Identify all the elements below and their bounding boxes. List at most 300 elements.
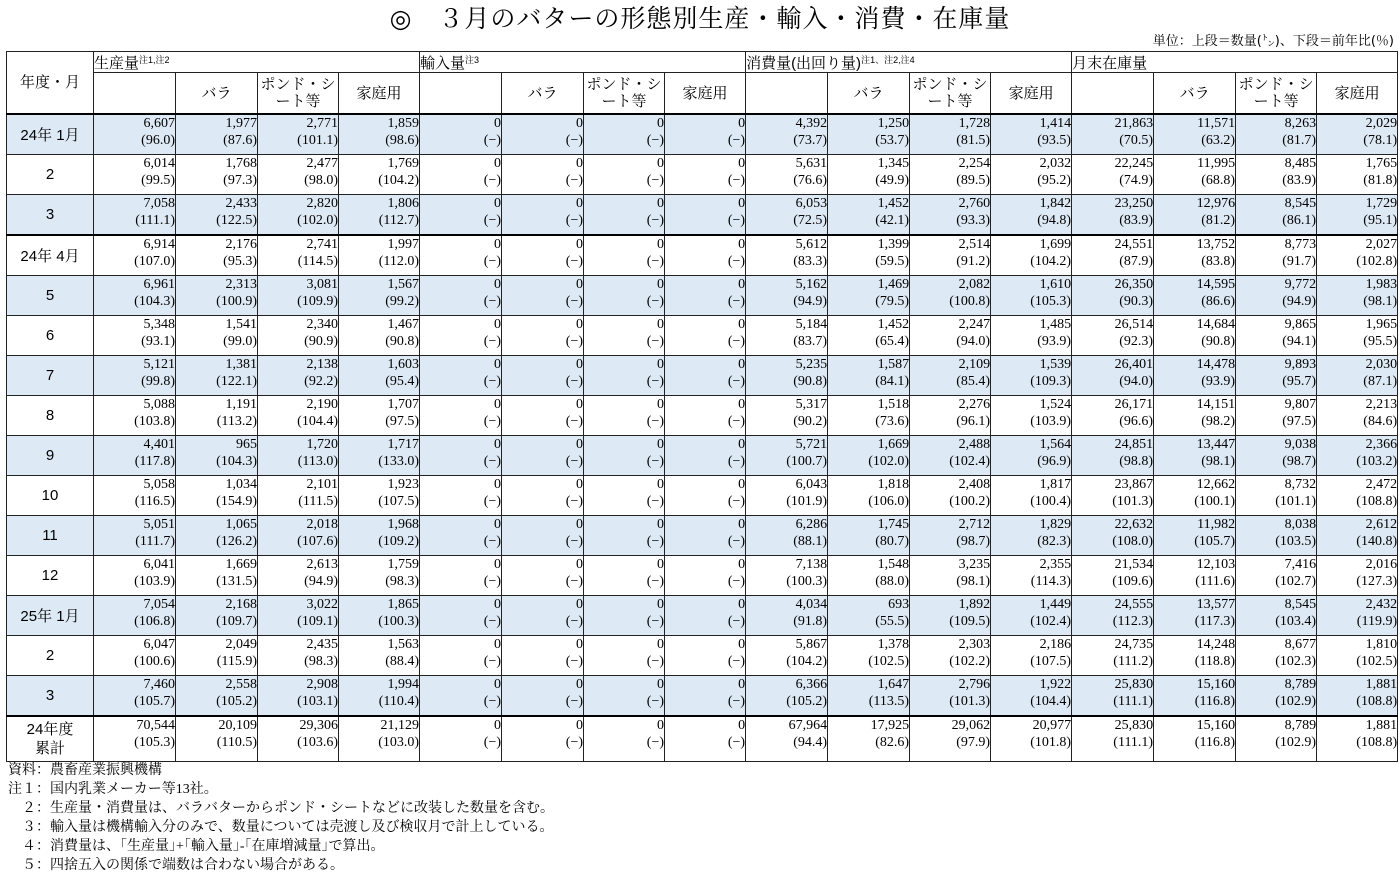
data-cell: 0 (−) bbox=[584, 195, 665, 236]
table-row bbox=[7, 636, 1398, 676]
row-label: 2 bbox=[7, 155, 94, 195]
data-cell: 0 (−) bbox=[584, 676, 665, 717]
data-cell: 26,350 (90.3) bbox=[1072, 276, 1154, 316]
table-row bbox=[7, 556, 1398, 596]
table-row bbox=[7, 316, 1398, 356]
data-cell: 1,518 (73.6) bbox=[828, 396, 910, 436]
table-row bbox=[7, 476, 1398, 516]
data-cell: 8,677 (102.3) bbox=[1236, 636, 1317, 676]
data-cell: 20,977 (101.8) bbox=[991, 716, 1072, 762]
data-cell: 2,741 (114.5) bbox=[258, 235, 339, 276]
row-label: 6 bbox=[7, 316, 94, 356]
data-cell: 2,435 (98.3) bbox=[258, 636, 339, 676]
data-cell: 21,863 (70.5) bbox=[1072, 114, 1154, 155]
data-cell: 1,865 (100.3) bbox=[339, 596, 420, 636]
data-cell: 2,340 (90.9) bbox=[258, 316, 339, 356]
data-cell: 0 (−) bbox=[584, 556, 665, 596]
data-cell: 0 (−) bbox=[584, 114, 665, 155]
data-cell: 1,452 (42.1) bbox=[828, 195, 910, 236]
data-cell: 8,263 (81.7) bbox=[1236, 114, 1317, 155]
data-cell: 1,250 (53.7) bbox=[828, 114, 910, 155]
data-cell: 25,830 (111.1) bbox=[1072, 676, 1154, 717]
data-cell: 1,881 (108.8) bbox=[1317, 676, 1398, 717]
data-cell: 7,138 (100.3) bbox=[746, 556, 828, 596]
data-cell: 2,168 (109.7) bbox=[176, 596, 258, 636]
row-label: 3 bbox=[7, 195, 94, 236]
data-cell: 13,447 (98.1) bbox=[1154, 436, 1236, 476]
table-row bbox=[7, 356, 1398, 396]
data-cell: 24,735 (111.2) bbox=[1072, 636, 1154, 676]
data-cell: 14,151 (98.2) bbox=[1154, 396, 1236, 436]
data-cell: 26,514 (92.3) bbox=[1072, 316, 1154, 356]
data-cell: 0 (−) bbox=[502, 235, 584, 276]
data-cell: 1,717 (133.0) bbox=[339, 436, 420, 476]
data-cell: 1,729 (95.1) bbox=[1317, 195, 1398, 236]
data-cell: 0 (−) bbox=[665, 716, 746, 762]
data-cell: 1,806 (112.7) bbox=[339, 195, 420, 236]
data-cell: 2,820 (102.0) bbox=[258, 195, 339, 236]
data-cell: 2,760 (93.3) bbox=[910, 195, 991, 236]
data-cell: 7,416 (102.7) bbox=[1236, 556, 1317, 596]
data-cell: 6,286 (88.1) bbox=[746, 516, 828, 556]
data-cell: 0 (−) bbox=[584, 356, 665, 396]
table-row bbox=[7, 155, 1398, 195]
data-cell: 22,632 (108.0) bbox=[1072, 516, 1154, 556]
data-cell: 17,925 (82.6) bbox=[828, 716, 910, 762]
butter-stats-table bbox=[6, 51, 1398, 762]
page-title: ◎ ３月のバターの形態別生産・輸入・消費・在庫量 bbox=[389, 4, 1011, 33]
data-cell: 24,851 (98.8) bbox=[1072, 436, 1154, 476]
subheader: ポンド・シート等 bbox=[258, 73, 339, 115]
subheader: バラ bbox=[828, 73, 910, 115]
data-cell: 0 (−) bbox=[584, 155, 665, 195]
group-header: 消費量(出回り量)$^{注1、注2,注4}$ bbox=[746, 52, 1072, 73]
data-cell: 21,129 (103.0) bbox=[339, 716, 420, 762]
data-cell: 6,014 (99.5) bbox=[94, 155, 176, 195]
data-cell: 23,867 (101.3) bbox=[1072, 476, 1154, 516]
data-cell: 1,541 (99.0) bbox=[176, 316, 258, 356]
data-cell: 0 (−) bbox=[420, 155, 502, 195]
data-cell: 5,317 (90.2) bbox=[746, 396, 828, 436]
data-cell: 0 (−) bbox=[584, 436, 665, 476]
data-cell: 0 (−) bbox=[665, 436, 746, 476]
data-cell: 1,669 (131.5) bbox=[176, 556, 258, 596]
data-cell: 11,995 (68.8) bbox=[1154, 155, 1236, 195]
data-cell: 6,041 (103.9) bbox=[94, 556, 176, 596]
data-cell: 1,923 (107.5) bbox=[339, 476, 420, 516]
table-row bbox=[7, 114, 1398, 155]
data-cell: 8,789 (102.9) bbox=[1236, 676, 1317, 717]
row-label: 5 bbox=[7, 276, 94, 316]
data-cell: 24,555 (112.3) bbox=[1072, 596, 1154, 636]
data-cell: 29,062 (97.9) bbox=[910, 716, 991, 762]
table-row bbox=[7, 436, 1398, 476]
data-cell: 9,865 (94.1) bbox=[1236, 316, 1317, 356]
data-cell: 0 (−) bbox=[420, 396, 502, 436]
data-cell: 693 (55.5) bbox=[828, 596, 910, 636]
data-cell: 5,721 (100.7) bbox=[746, 436, 828, 476]
data-cell: 0 (−) bbox=[502, 316, 584, 356]
data-cell: 0 (−) bbox=[502, 556, 584, 596]
data-cell: 2,433 (122.5) bbox=[176, 195, 258, 236]
data-cell: 0 (−) bbox=[420, 195, 502, 236]
group-header: 生産量$^{注1,注2}$ bbox=[94, 52, 420, 73]
data-cell: 1,449 (102.4) bbox=[991, 596, 1072, 636]
data-cell: 1,381 (122.1) bbox=[176, 356, 258, 396]
data-cell: 1,765 (81.8) bbox=[1317, 155, 1398, 195]
row-label: 9 bbox=[7, 436, 94, 476]
table-row bbox=[7, 276, 1398, 316]
data-cell: 8,789 (102.9) bbox=[1236, 716, 1317, 762]
data-cell: 1,524 (103.9) bbox=[991, 396, 1072, 436]
data-cell: 1,983 (98.1) bbox=[1317, 276, 1398, 316]
unit-note: 単位：上段＝数量(㌧)、下段＝前年比(％) bbox=[1152, 34, 1394, 49]
subheader: ポンド・シート等 bbox=[584, 73, 665, 115]
data-cell: 67,964 (94.4) bbox=[746, 716, 828, 762]
data-cell: 1,414 (93.5) bbox=[991, 114, 1072, 155]
data-cell: 6,053 (72.5) bbox=[746, 195, 828, 236]
data-cell: 2,101 (111.5) bbox=[258, 476, 339, 516]
subheader: 家庭用 bbox=[665, 73, 746, 115]
data-cell: 2,408 (100.2) bbox=[910, 476, 991, 516]
data-cell: 0 (−) bbox=[502, 716, 584, 762]
data-cell: 0 (−) bbox=[420, 636, 502, 676]
data-cell: 0 (−) bbox=[420, 276, 502, 316]
data-cell: 1,034 (154.9) bbox=[176, 476, 258, 516]
data-cell: 5,867 (104.2) bbox=[746, 636, 828, 676]
data-cell: 1,610 (105.3) bbox=[991, 276, 1072, 316]
data-cell: 0 (−) bbox=[502, 476, 584, 516]
total-subheader bbox=[94, 73, 176, 115]
footnote-line: ４：消費量は、｢生産量｣+｢輸入量｣-｢在庫増減量｣で算出。 bbox=[8, 839, 385, 854]
data-cell: 0 (−) bbox=[665, 516, 746, 556]
data-cell: 15,160 (116.8) bbox=[1154, 676, 1236, 717]
data-cell: 0 (−) bbox=[665, 636, 746, 676]
data-cell: 1,563 (88.4) bbox=[339, 636, 420, 676]
data-cell: 4,401 (117.8) bbox=[94, 436, 176, 476]
data-cell: 9,772 (94.9) bbox=[1236, 276, 1317, 316]
row-label: 2 bbox=[7, 636, 94, 676]
total-subheader bbox=[1072, 73, 1154, 115]
data-cell: 1,881 (108.8) bbox=[1317, 716, 1398, 762]
data-cell: 0 (−) bbox=[420, 436, 502, 476]
data-cell: 1,842 (94.8) bbox=[991, 195, 1072, 236]
data-cell: 24,551 (87.9) bbox=[1072, 235, 1154, 276]
data-cell: 1,859 (98.6) bbox=[339, 114, 420, 155]
data-cell: 12,662 (100.1) bbox=[1154, 476, 1236, 516]
data-cell: 0 (−) bbox=[584, 476, 665, 516]
data-cell: 0 (−) bbox=[420, 316, 502, 356]
data-cell: 0 (−) bbox=[584, 716, 665, 762]
data-cell: 12,103 (111.6) bbox=[1154, 556, 1236, 596]
data-cell: 8,732 (101.1) bbox=[1236, 476, 1317, 516]
data-cell: 1,707 (97.5) bbox=[339, 396, 420, 436]
data-cell: 1,759 (98.3) bbox=[339, 556, 420, 596]
data-cell: 70,544 (105.3) bbox=[94, 716, 176, 762]
data-cell: 2,558 (105.2) bbox=[176, 676, 258, 717]
data-cell: 2,027 (102.8) bbox=[1317, 235, 1398, 276]
data-cell: 0 (−) bbox=[420, 676, 502, 717]
data-cell: 0 (−) bbox=[665, 556, 746, 596]
data-cell: 0 (−) bbox=[502, 114, 584, 155]
data-cell: 0 (−) bbox=[502, 276, 584, 316]
data-cell: 1,345 (49.9) bbox=[828, 155, 910, 195]
data-cell: 0 (−) bbox=[584, 276, 665, 316]
data-cell: 965 (104.3) bbox=[176, 436, 258, 476]
data-cell: 0 (−) bbox=[502, 436, 584, 476]
footnote-line: 資料：農畜産業振興機構 bbox=[8, 763, 162, 778]
data-cell: 0 (−) bbox=[584, 316, 665, 356]
data-cell: 0 (−) bbox=[665, 676, 746, 717]
table-row bbox=[7, 676, 1398, 717]
data-cell: 9,893 (95.7) bbox=[1236, 356, 1317, 396]
data-cell: 0 (−) bbox=[665, 356, 746, 396]
row-label: 12 bbox=[7, 556, 94, 596]
data-cell: 7,460 (105.7) bbox=[94, 676, 176, 717]
data-cell: 5,631 (76.6) bbox=[746, 155, 828, 195]
data-cell: 2,176 (95.3) bbox=[176, 235, 258, 276]
data-cell: 0 (−) bbox=[502, 516, 584, 556]
data-cell: 5,235 (90.8) bbox=[746, 356, 828, 396]
data-cell: 6,366 (105.2) bbox=[746, 676, 828, 717]
data-cell: 2,254 (89.5) bbox=[910, 155, 991, 195]
data-cell: 0 (−) bbox=[665, 396, 746, 436]
footnote-line: ３：輸入量は機構輸入分のみで、数量については売渡し及び検収月で計上している。 bbox=[8, 820, 554, 835]
data-cell: 1,669 (102.0) bbox=[828, 436, 910, 476]
data-cell: 1,469 (79.5) bbox=[828, 276, 910, 316]
subheader: 家庭用 bbox=[1317, 73, 1398, 115]
footnote-line: ５：四捨五入の関係で端数は合わない場合がある。 bbox=[8, 858, 344, 873]
data-cell: 8,545 (103.4) bbox=[1236, 596, 1317, 636]
data-cell: 0 (−) bbox=[502, 636, 584, 676]
data-cell: 2,213 (84.6) bbox=[1317, 396, 1398, 436]
data-cell: 0 (−) bbox=[420, 516, 502, 556]
data-cell: 1,965 (95.5) bbox=[1317, 316, 1398, 356]
data-cell: 13,752 (83.8) bbox=[1154, 235, 1236, 276]
data-cell: 2,355 (114.3) bbox=[991, 556, 1072, 596]
data-cell: 1,452 (65.4) bbox=[828, 316, 910, 356]
data-cell: 3,081 (109.9) bbox=[258, 276, 339, 316]
data-cell: 1,603 (95.4) bbox=[339, 356, 420, 396]
data-cell: 0 (−) bbox=[502, 155, 584, 195]
data-cell: 11,982 (105.7) bbox=[1154, 516, 1236, 556]
data-cell: 14,595 (86.6) bbox=[1154, 276, 1236, 316]
subheader: バラ bbox=[502, 73, 584, 115]
data-cell: 1,977 (87.6) bbox=[176, 114, 258, 155]
data-cell: 14,478 (93.9) bbox=[1154, 356, 1236, 396]
data-cell: 8,038 (103.5) bbox=[1236, 516, 1317, 556]
row-label: 25年 1月 bbox=[7, 596, 94, 636]
data-cell: 21,534 (109.6) bbox=[1072, 556, 1154, 596]
data-cell: 1,699 (104.2) bbox=[991, 235, 1072, 276]
data-cell: 8,485 (83.9) bbox=[1236, 155, 1317, 195]
data-cell: 2,082 (100.8) bbox=[910, 276, 991, 316]
data-cell: 2,771 (101.1) bbox=[258, 114, 339, 155]
data-cell: 2,186 (107.5) bbox=[991, 636, 1072, 676]
data-cell: 2,514 (91.2) bbox=[910, 235, 991, 276]
cumulative-row bbox=[7, 716, 1398, 762]
data-cell: 1,769 (104.2) bbox=[339, 155, 420, 195]
data-cell: 2,908 (103.1) bbox=[258, 676, 339, 717]
data-cell: 1,728 (81.5) bbox=[910, 114, 991, 155]
data-cell: 2,016 (127.3) bbox=[1317, 556, 1398, 596]
data-cell: 1,818 (106.0) bbox=[828, 476, 910, 516]
data-cell: 2,247 (94.0) bbox=[910, 316, 991, 356]
corner-header: 年度・月 bbox=[7, 52, 94, 115]
data-cell: 2,366 (103.2) bbox=[1317, 436, 1398, 476]
table-row bbox=[7, 195, 1398, 236]
data-cell: 1,968 (109.2) bbox=[339, 516, 420, 556]
data-cell: 25,830 (111.1) bbox=[1072, 716, 1154, 762]
data-cell: 9,038 (98.7) bbox=[1236, 436, 1317, 476]
subheader: ポンド・シート等 bbox=[1236, 73, 1317, 115]
data-cell: 5,612 (83.3) bbox=[746, 235, 828, 276]
data-cell: 0 (−) bbox=[420, 476, 502, 516]
data-cell: 0 (−) bbox=[420, 716, 502, 762]
row-label: 11 bbox=[7, 516, 94, 556]
data-cell: 1,892 (109.5) bbox=[910, 596, 991, 636]
data-cell: 4,392 (73.7) bbox=[746, 114, 828, 155]
data-cell: 6,043 (101.9) bbox=[746, 476, 828, 516]
data-cell: 6,914 (107.0) bbox=[94, 235, 176, 276]
footnotes bbox=[8, 761, 554, 875]
data-cell: 0 (−) bbox=[665, 476, 746, 516]
data-cell: 0 (−) bbox=[665, 114, 746, 155]
data-cell: 7,058 (111.1) bbox=[94, 195, 176, 236]
data-cell: 0 (−) bbox=[584, 636, 665, 676]
data-cell: 1,399 (59.5) bbox=[828, 235, 910, 276]
data-cell: 1,539 (109.3) bbox=[991, 356, 1072, 396]
data-cell: 2,796 (101.3) bbox=[910, 676, 991, 717]
data-cell: 0 (−) bbox=[420, 356, 502, 396]
data-cell: 0 (−) bbox=[420, 235, 502, 276]
data-cell: 5,088 (103.8) bbox=[94, 396, 176, 436]
data-cell: 23,250 (83.9) bbox=[1072, 195, 1154, 236]
data-cell: 2,138 (92.2) bbox=[258, 356, 339, 396]
data-cell: 2,049 (115.9) bbox=[176, 636, 258, 676]
data-cell: 22,245 (74.9) bbox=[1072, 155, 1154, 195]
data-cell: 1,922 (104.4) bbox=[991, 676, 1072, 717]
data-cell: 2,030 (87.1) bbox=[1317, 356, 1398, 396]
data-cell: 1,548 (88.0) bbox=[828, 556, 910, 596]
data-cell: 14,248 (118.8) bbox=[1154, 636, 1236, 676]
data-cell: 1,994 (110.4) bbox=[339, 676, 420, 717]
data-cell: 0 (−) bbox=[502, 356, 584, 396]
data-cell: 1,647 (113.5) bbox=[828, 676, 910, 717]
data-cell: 0 (−) bbox=[502, 676, 584, 717]
data-cell: 0 (−) bbox=[420, 114, 502, 155]
data-cell: 11,571 (63.2) bbox=[1154, 114, 1236, 155]
data-cell: 6,961 (104.3) bbox=[94, 276, 176, 316]
data-cell: 2,612 (140.8) bbox=[1317, 516, 1398, 556]
data-cell: 5,184 (83.7) bbox=[746, 316, 828, 356]
data-cell: 1,768 (97.3) bbox=[176, 155, 258, 195]
data-cell: 1,564 (96.9) bbox=[991, 436, 1072, 476]
group-header: 月末在庫量 bbox=[1072, 52, 1398, 73]
data-cell: 0 (−) bbox=[665, 195, 746, 236]
data-cell: 5,051 (111.7) bbox=[94, 516, 176, 556]
footnote-line: 注１：国内乳業メーカー等13社。 bbox=[8, 782, 218, 797]
data-cell: 0 (−) bbox=[502, 596, 584, 636]
data-cell: 2,018 (107.6) bbox=[258, 516, 339, 556]
data-cell: 1,191 (113.2) bbox=[176, 396, 258, 436]
data-cell: 2,472 (108.8) bbox=[1317, 476, 1398, 516]
data-cell: 26,171 (96.6) bbox=[1072, 396, 1154, 436]
data-cell: 0 (−) bbox=[665, 316, 746, 356]
table-row bbox=[7, 235, 1398, 276]
data-cell: 0 (−) bbox=[665, 235, 746, 276]
subheader: 家庭用 bbox=[991, 73, 1072, 115]
data-cell: 0 (−) bbox=[502, 396, 584, 436]
data-cell: 1,587 (84.1) bbox=[828, 356, 910, 396]
data-cell: 13,577 (117.3) bbox=[1154, 596, 1236, 636]
data-cell: 3,022 (109.1) bbox=[258, 596, 339, 636]
data-cell: 29,306 (103.6) bbox=[258, 716, 339, 762]
row-label: 24年 4月 bbox=[7, 235, 94, 276]
table-row bbox=[7, 596, 1398, 636]
footnote-line: ２：生産量・消費量は、バラバターからポンド・シートなどに改装した数量を含む。 bbox=[8, 801, 554, 816]
data-cell: 2,477 (98.0) bbox=[258, 155, 339, 195]
data-cell: 1,997 (112.0) bbox=[339, 235, 420, 276]
data-cell: 0 (−) bbox=[665, 155, 746, 195]
data-cell: 0 (−) bbox=[584, 516, 665, 556]
data-cell: 5,348 (93.1) bbox=[94, 316, 176, 356]
data-cell: 0 (−) bbox=[584, 235, 665, 276]
data-cell: 1,467 (90.8) bbox=[339, 316, 420, 356]
data-cell: 0 (−) bbox=[420, 556, 502, 596]
data-cell: 2,109 (85.4) bbox=[910, 356, 991, 396]
data-cell: 6,047 (100.6) bbox=[94, 636, 176, 676]
data-cell: 5,162 (94.9) bbox=[746, 276, 828, 316]
data-cell: 1,567 (99.2) bbox=[339, 276, 420, 316]
row-label: 24年 1月 bbox=[7, 114, 94, 155]
data-cell: 0 (−) bbox=[584, 396, 665, 436]
group-header: 輸入量$^{注3}$ bbox=[420, 52, 746, 73]
data-cell: 2,276 (96.1) bbox=[910, 396, 991, 436]
total-subheader bbox=[746, 73, 828, 115]
subheader: 家庭用 bbox=[339, 73, 420, 115]
row-label: 10 bbox=[7, 476, 94, 516]
data-cell: 0 (−) bbox=[420, 596, 502, 636]
data-cell: 1,810 (102.5) bbox=[1317, 636, 1398, 676]
data-cell: 2,032 (95.2) bbox=[991, 155, 1072, 195]
table-row bbox=[7, 516, 1398, 556]
data-cell: 26,401 (94.0) bbox=[1072, 356, 1154, 396]
data-cell: 1,817 (100.4) bbox=[991, 476, 1072, 516]
data-cell: 1,720 (113.0) bbox=[258, 436, 339, 476]
data-cell: 2,029 (78.1) bbox=[1317, 114, 1398, 155]
data-cell: 15,160 (116.8) bbox=[1154, 716, 1236, 762]
data-cell: 4,034 (91.8) bbox=[746, 596, 828, 636]
data-cell: 6,607 (96.0) bbox=[94, 114, 176, 155]
data-cell: 2,613 (94.9) bbox=[258, 556, 339, 596]
data-cell: 12,976 (81.2) bbox=[1154, 195, 1236, 236]
data-cell: 2,313 (100.9) bbox=[176, 276, 258, 316]
data-cell: 9,807 (97.5) bbox=[1236, 396, 1317, 436]
data-cell: 2,712 (98.7) bbox=[910, 516, 991, 556]
data-cell: 5,058 (116.5) bbox=[94, 476, 176, 516]
data-cell: 1,378 (102.5) bbox=[828, 636, 910, 676]
total-subheader bbox=[420, 73, 502, 115]
data-cell: 1,745 (80.7) bbox=[828, 516, 910, 556]
row-label: 3 bbox=[7, 676, 94, 717]
data-cell: 8,773 (91.7) bbox=[1236, 235, 1317, 276]
subheader: ポンド・シート等 bbox=[910, 73, 991, 115]
subheader: バラ bbox=[176, 73, 258, 115]
data-cell: 7,054 (106.8) bbox=[94, 596, 176, 636]
data-cell: 2,432 (119.9) bbox=[1317, 596, 1398, 636]
data-cell: 1,829 (82.3) bbox=[991, 516, 1072, 556]
